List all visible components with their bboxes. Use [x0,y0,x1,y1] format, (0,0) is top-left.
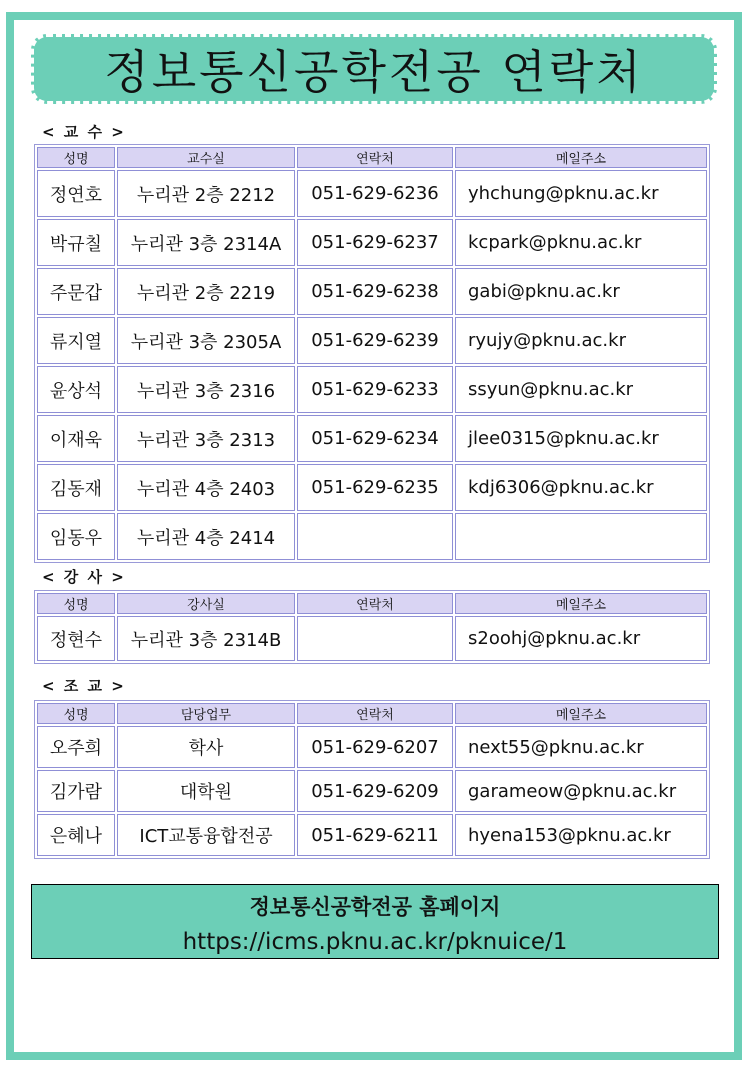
column-header: 강사실 [117,593,295,614]
table-row [37,268,707,315]
name-cell: 정연호 [37,170,115,217]
homepage-heading: 정보통신공학전공 홈페이지 [249,895,501,919]
office-cell: 누리관 3층 2313 [117,415,295,462]
table-header-row [37,593,707,614]
homepage-url[interactable]: https://icms.pknu.ac.kr/pknuice/1 [182,929,568,955]
table-row [37,814,707,856]
email-cell[interactable]: gabi@pknu.ac.kr [455,268,707,315]
email-cell[interactable]: yhchung@pknu.ac.kr [455,170,707,217]
page-title: 정보통신공학전공 연락처 [104,45,644,99]
phone-cell: 051-629-6234 [297,415,453,462]
phone-cell: 051-629-6211 [297,814,453,856]
phone-cell: 051-629-6235 [297,464,453,511]
office-cell: 누리관 3층 2305A [117,317,295,364]
name-cell: 은혜나 [37,814,115,856]
office-cell: 누리관 4층 2414 [117,513,295,560]
email-cell[interactable]: jlee0315@pknu.ac.kr [455,415,707,462]
assistants-section-label: < 조 교 > [42,677,126,695]
phone-cell: 051-629-6237 [297,219,453,266]
office-cell: 누리관 3층 2316 [117,366,295,413]
name-cell: 임동우 [37,513,115,560]
table-header-row [37,147,707,168]
professors-table [34,144,710,563]
email-cell[interactable]: kcpark@pknu.ac.kr [455,219,707,266]
phone-cell [297,513,453,560]
column-header: 성명 [37,703,115,724]
phone-cell: 051-629-6239 [297,317,453,364]
email-cell[interactable]: ssyun@pknu.ac.kr [455,366,707,413]
table-row [37,170,707,217]
email-cell[interactable]: hyena153@pknu.ac.kr [455,814,707,856]
table-row [37,770,707,812]
column-header: 성명 [37,593,115,614]
office-cell: 대학원 [117,770,295,812]
table-header-row [37,703,707,724]
table-row [37,415,707,462]
table-row [37,726,707,768]
assistants-table [34,700,710,859]
email-cell[interactable]: s2oohj@pknu.ac.kr [455,616,707,661]
name-cell: 윤상석 [37,366,115,413]
professors-section-label: < 교 수 > [42,123,126,141]
phone-cell: 051-629-6209 [297,770,453,812]
title-banner [31,34,717,104]
column-header: 교수실 [117,147,295,168]
office-cell: 누리관 3층 2314A [117,219,295,266]
column-header: 메일주소 [455,703,707,724]
lecturers-section-label: < 강 사 > [42,568,126,586]
office-cell: ICT교통융합전공 [117,814,295,856]
name-cell: 김동재 [37,464,115,511]
office-cell: 누리관 4층 2403 [117,464,295,511]
column-header: 연락처 [297,147,453,168]
name-cell: 이재욱 [37,415,115,462]
table-row [37,513,707,560]
phone-cell: 051-629-6236 [297,170,453,217]
table-row [37,464,707,511]
office-cell: 누리관 2층 2219 [117,268,295,315]
name-cell: 정현수 [37,616,115,661]
office-cell: 학사 [117,726,295,768]
email-cell[interactable]: garameow@pknu.ac.kr [455,770,707,812]
name-cell: 김가람 [37,770,115,812]
office-cell: 누리관 3층 2314B [117,616,295,661]
column-header: 메일주소 [455,147,707,168]
column-header: 담당업무 [117,703,295,724]
email-cell [455,513,707,560]
homepage-box [31,884,719,959]
column-header: 연락처 [297,593,453,614]
table-row [37,219,707,266]
column-header: 성명 [37,147,115,168]
email-cell[interactable]: ryujy@pknu.ac.kr [455,317,707,364]
table-row [37,366,707,413]
office-cell: 누리관 2층 2212 [117,170,295,217]
column-header: 연락처 [297,703,453,724]
name-cell: 오주희 [37,726,115,768]
phone-cell: 051-629-6233 [297,366,453,413]
name-cell: 주문갑 [37,268,115,315]
email-cell[interactable]: next55@pknu.ac.kr [455,726,707,768]
phone-cell: 051-629-6207 [297,726,453,768]
table-row [37,616,707,661]
phone-cell: 051-629-6238 [297,268,453,315]
email-cell[interactable]: kdj6306@pknu.ac.kr [455,464,707,511]
name-cell: 박규칠 [37,219,115,266]
phone-cell [297,616,453,661]
lecturers-table [34,590,710,664]
column-header: 메일주소 [455,593,707,614]
name-cell: 류지열 [37,317,115,364]
table-row [37,317,707,364]
